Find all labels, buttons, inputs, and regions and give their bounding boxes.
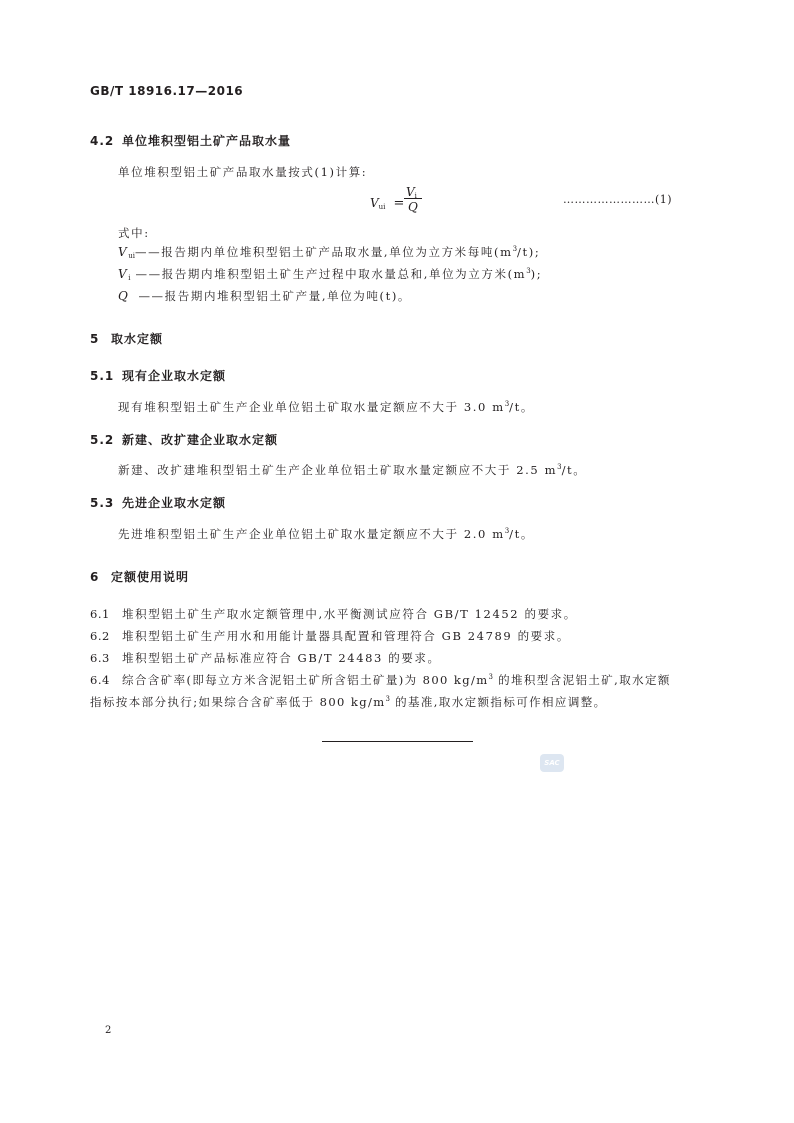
definition-vi: $V_i$ ——报告期内堆积型铝土矿生产过程中取水量总和,单位为立方米$(m^3)$; xyxy=(118,267,543,282)
definition-vui: $V_{ui}——$报告期内单位堆积型铝土矿产品取水量,单位为立方米每吨$(m^3/t)$; xyxy=(118,245,541,260)
item-6-2: 6.2 堆积型铝土矿生产用水和用能计量器具配置和管理符合 GB 24789 的要求。 xyxy=(90,629,570,643)
section-5-1-text: 现有堆积型铝土矿生产企业单位铝土矿取水量定额应不大于 3.0 $m^3/t$。 xyxy=(118,400,534,414)
section-number: 4.2 xyxy=(90,134,115,148)
section-title: 单位堆积型铝土矿产品取水量 xyxy=(122,134,292,148)
equals-sign: = xyxy=(393,196,405,211)
item-6-4-line-1: 6.4 综合含矿率(即每立方米含泥铝土矿所含铝土矿量)为 800 $kg/m^3$ 的堆积型含泥铝土矿,取水定额 xyxy=(90,673,671,687)
numerator: $V_i$ xyxy=(406,185,417,200)
formula-lhs xyxy=(370,192,404,211)
page-number: 2 xyxy=(105,1025,112,1036)
standard-number: GB/T 18916.17—2016 xyxy=(90,84,244,98)
item-6-3: 6.3 堆积型铝土矿产品标准应符合 GB/T 24483 的要求。 xyxy=(90,651,441,665)
section-5-heading: 5 取水定额 xyxy=(90,332,164,346)
end-rule xyxy=(322,741,473,742)
lhs-subscript: ui xyxy=(378,203,386,211)
section-5-3-text: 先进堆积型铝土矿生产企业单位铝土矿取水量定额应不大于 2.0 $m^3/t$。 xyxy=(118,527,534,541)
item-6-4-line-2: 指标按本部分执行;如果综合含矿率低于 800 $kg/m^3$ 的基准,取水定额指标可作相应调整。 xyxy=(90,695,607,709)
lhs-variable: V xyxy=(370,196,379,210)
sac-watermark: SAC xyxy=(540,754,564,772)
denominator: Q xyxy=(408,200,418,214)
definition-q: Q ——报告期内堆积型铝土矿产量,单位为吨(t)。 xyxy=(118,289,412,303)
item-6-1: 6.1 堆积型铝土矿生产取水定额管理中,水平衡测试应符合 GB/T 12452 的要求。 xyxy=(90,607,577,621)
section-5-2-heading: 5.2 新建、改扩建企业取水定额 xyxy=(90,433,279,447)
equation-number: ……………………(1) xyxy=(563,193,673,206)
formula-intro: 单位堆积型铝土矿产品取水量按式(1)计算: xyxy=(118,165,368,179)
section-4-2-heading xyxy=(90,132,291,149)
section-6-heading: 6 定额使用说明 xyxy=(90,570,190,584)
section-5-1-heading: 5.1 现有企业取水定额 xyxy=(90,369,227,383)
section-5-2-text: 新建、改扩建堆积型铝土矿生产企业单位铝土矿取水量定额应不大于 2.5 $m^3/t$。 xyxy=(118,463,587,477)
section-5-3-heading: 5.3 先进企业取水定额 xyxy=(90,496,227,510)
fraction-bar xyxy=(404,198,422,199)
where-label: 式中: xyxy=(118,226,150,240)
